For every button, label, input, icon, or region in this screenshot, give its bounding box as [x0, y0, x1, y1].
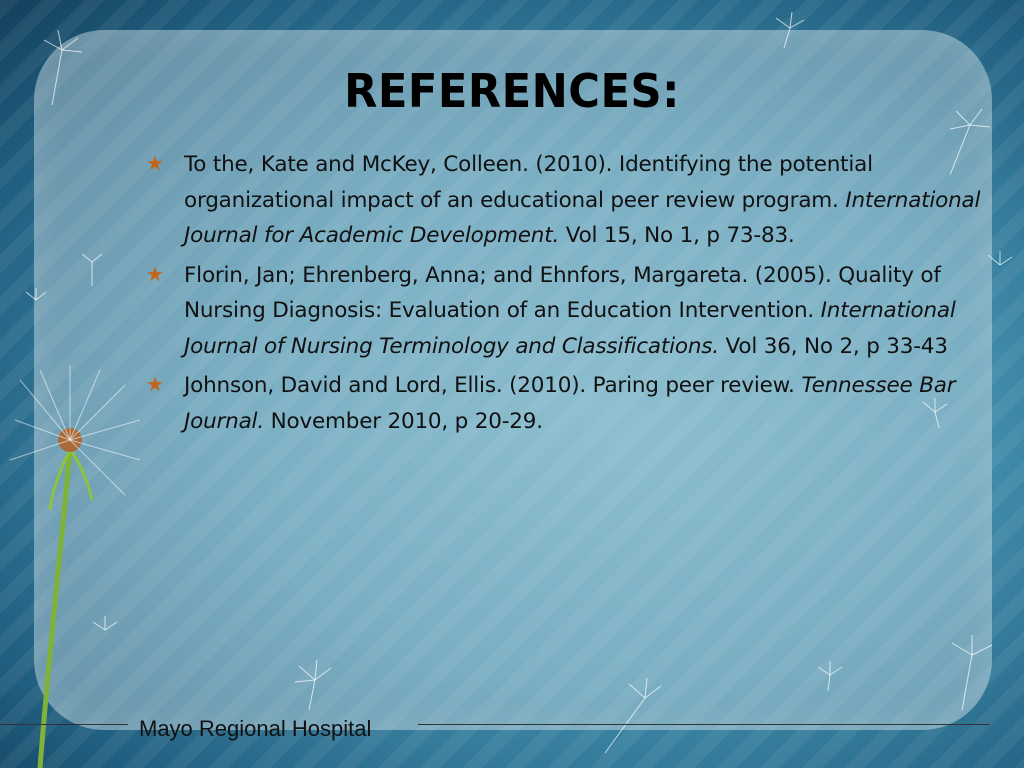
reference-details: November 2010, p 20-29. — [263, 408, 543, 434]
star-icon: ★ — [146, 263, 164, 286]
footer-text: Mayo Regional Hospital — [139, 716, 372, 741]
reference-list — [144, 147, 984, 443]
reference-item — [144, 368, 984, 439]
reference-text — [184, 258, 984, 365]
star-icon: ★ — [146, 153, 164, 175]
slide-title: REFERENCES: — [344, 64, 680, 118]
reference-authors: To the, Kate and McKey, Colleen. (2010). Identifying the potential organizational impact of an educational peer review program. — [184, 152, 873, 213]
reference-text — [184, 147, 984, 254]
reference-item — [144, 258, 984, 365]
reference-journal: International Journal for Academic Development. — [184, 187, 981, 248]
reference-details: Vol 15, No 1, p 73-83. — [559, 223, 795, 248]
reference-text — [184, 368, 984, 439]
star-icon: ★ — [146, 374, 164, 396]
reference-journal: International Journal of Nursing Terminology and Classifications. — [184, 298, 956, 359]
reference-details: Vol 36, No 2, p 33-43 — [718, 333, 948, 359]
footer-divider-left — [0, 724, 128, 725]
reference-journal: Tennessee Bar Journal. — [184, 373, 956, 434]
reference-authors: Johnson, David and Lord, Ellis. (2010). Paring peer review. — [184, 373, 802, 398]
footer-divider-right — [418, 724, 990, 725]
reference-authors: Florin, Jan; Ehrenberg, Anna; and Ehnfors, Margareta. (2005). Quality of Nursing Diagnosis: Evaluation of an Education Intervention. — [184, 262, 941, 323]
reference-item — [144, 147, 984, 254]
